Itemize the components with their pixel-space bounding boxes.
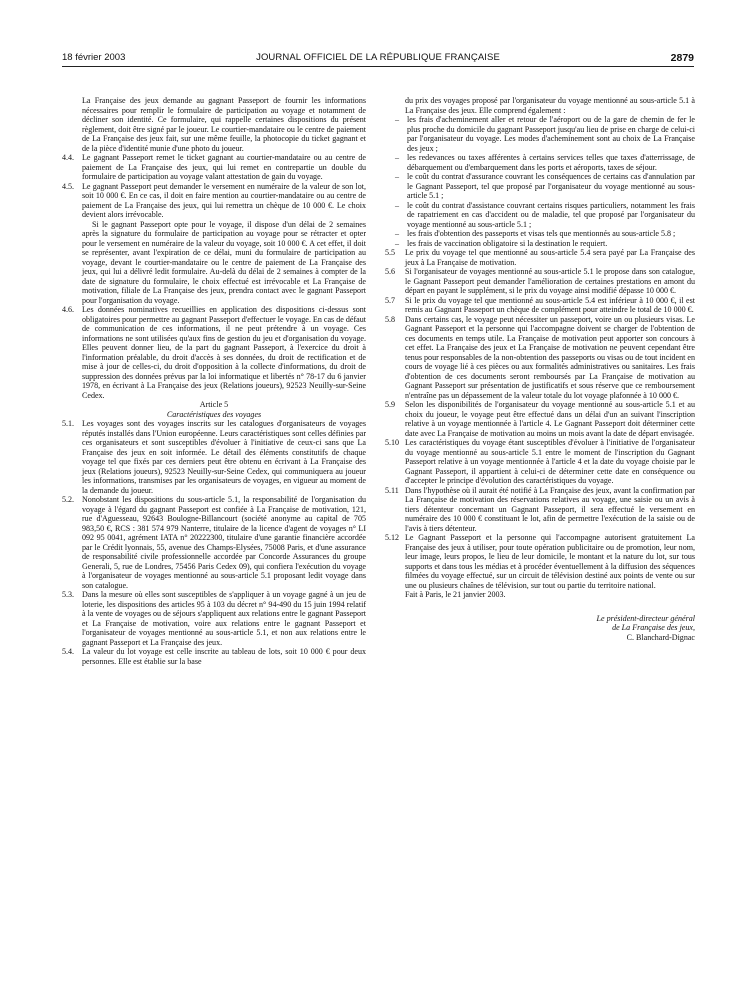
- section-number: 5.9: [385, 400, 396, 409]
- section-text: Selon les disponibilités de l'organisateur du voyage mentionné au sous-article 5.1 et au choix du joueur, le voyage peut être effectué dans un délai d'un an suivant l'inscription relative à un voyage mentionnée à l'article 4. Le Gagnant Passeport doit déterminer cette date avec La Française de motivation au moins un mois avant la date de départ envisagée.: [405, 400, 695, 438]
- page-header: [62, 52, 694, 66]
- section-text: Les caractéristiques du voyage étant susceptibles d'évoluer à l'initiative de l'organisateur du voyage mentionné au sous-article 5.1 entre le moment de l'inscription du Gagnant Passeport relative à un voyage mentionnée à l'article 4 et la date du voyage choisie par le Gagnant Passeport, il appartient à celui-ci de déterminer cette date en conséquence ou d'accepter le principe d'évolution des caractéristiques du voyage.: [405, 438, 695, 485]
- section-5-2: [62, 495, 366, 590]
- section-5-11: [385, 486, 695, 534]
- header-rule: [62, 66, 694, 67]
- section-text: Si le prix du voyage tel que mentionné au sous-article 5.4 est inférieur à 10 000 €, il est remis au Gagnant Passeport un chèque de complément pour atteindre le total de 10 000 €.: [405, 295, 695, 314]
- section-5-3: [62, 590, 366, 647]
- section-5-9: [385, 400, 695, 438]
- page-number: 2879: [670, 52, 694, 64]
- section-number: 5.8: [385, 314, 396, 324]
- section-text: Dans certains cas, le voyage peut nécessiter un passeport, voire un ou plusieurs visas. Le Gagnant Passeport et la personne qui l'accompagne doivent se charger de l'obtention de ces documents en temps utile. La Française de motivation peut apporter son concours à cet effet. La Française des jeux et La Française de motivation ne peuvent cependant être tenus pour responsables de la non-obtention des passeports ou visas ou de tout incident en cours de voyage lié à ces pièces ou aux formalités administratives ou sanitaires. Les frais d'obtention de ces documents seront remboursés par La Française de motivation au Gagnant Passeport sur présentation de justificatifs et sous réserve que ce remboursement n'entraîne pas un dépassement de la valeur totale du lot voyage plafonnée à 10 000 €.: [405, 314, 695, 400]
- section-5-8: [385, 315, 695, 401]
- section-5-6: [385, 267, 695, 296]
- article-heading: Article 5: [199, 400, 229, 409]
- section-number: 5.6: [385, 267, 396, 276]
- signatory-organization: de La Française des jeux,: [612, 623, 695, 632]
- section-text: Le Gagnant Passeport et la personne qui l'accompagne autorisent gratuitement La Française des jeux à utiliser, pour toute opération publicitaire ou de promotion, leur nom, leur image, leurs propos, le lieu de leur domicile, le montant et la nature du lot, sur tous supports et dans tous les médias et à procéder éventuellement à la diffusion des séquences filmées du voyage effectué, sur un circuit de télévision destiné aux points de vente ou sur une ou plusieurs chaînes de télévision, sur tout ou partie du territoire national.: [405, 533, 695, 590]
- article-title: Caractéristiques des voyages: [166, 409, 262, 419]
- section-text: Si l'organisateur de voyages mentionné au sous-article 5.1 le propose dans son catalogue, le Gagnant Passeport peut demander l'amélioration de certaines prestations en amont du départ en payant le supplément, si le prix du voyage ainsi modifié dépasse 10 000 €.: [405, 267, 695, 295]
- dash-marker: –: [395, 229, 400, 238]
- dash-marker: –: [395, 172, 400, 181]
- journal-title: JOURNAL OFFICIEL DE LA RÉPUBLIQUE FRANÇAISE: [256, 52, 500, 63]
- list-item-text: les frais de vaccination obligatoire si la destination le requiert.: [407, 238, 608, 248]
- list-item-text: les frais d'acheminement aller et retour de l'aéroport ou de la gare de chemin de fer le plus proche du domicile du gagnant Passeport jusqu'au lieu de prise en charge de celui-ci par l'organisateur du voyage. Les modes d'acheminement sont au choix de La Française des jeux ;: [407, 115, 695, 153]
- section-number: 4.4.: [62, 153, 75, 162]
- section-number: 5.4.: [62, 647, 75, 656]
- section-text: Les données nominatives recueillies en application des dispositions ci-dessus sont obligatoires pour permettre au gagnant Passeport d'effectuer le voyage. En cas de défaut de communication de ces informations, il ne peut prétendre à un voyage. Ces informations ne sont utilisées qu'aux fins de gestion du jeu et d'organisation du voyage. Elles peuvent donner lieu, de la part du gagnant Passeport, à l'exercice du droit à l'information préalable, du droit d'accès à ses données, du droit de rectification et de mise à jour de celles-ci, du droit d'opposition à la collecte d'informations, du droit de suppression des données prévus par la loi informatique et libertés n° 78-17 du 6 janvier 1978, en écrivant à La Française des jeux (Relations joueurs), 92523 Neuilly-sur-Seine Cedex.: [82, 305, 366, 400]
- section-text: Le prix du voyage tel que mentionné au sous-article 5.4 sera payé par La Française des jeux à La Française de motivation.: [405, 248, 695, 267]
- dash-marker: –: [395, 115, 400, 124]
- list-item: [385, 229, 695, 239]
- list-item: [385, 172, 695, 201]
- section-number: 5.12: [385, 533, 400, 542]
- list-item: [385, 153, 695, 172]
- section-text: Le gagnant Passeport peut demander le versement en numéraire de la valeur de son lot, soit 10 000 €. En ce cas, il doit en faire mention au courtier-mandataire ou au centre de paiement de La Française des jeux, qui lui remettra un chèque de 10 000 €. Le choix devient alors irrévocable.: [82, 181, 366, 219]
- section-5-1: [62, 419, 366, 495]
- section-5-5: [385, 248, 695, 267]
- section-number: 5.5: [385, 248, 396, 257]
- signatory-title: Le président-directeur général: [596, 613, 695, 623]
- section-number: 4.6.: [62, 305, 75, 314]
- section-number: 5.11: [385, 485, 399, 495]
- paragraph: La Française des jeux demande au gagnant Passeport de fournir les informations nécessaires pour remplir le formulaire de participation au voyage et notamment de décliner son identité. Ce formulaire, qui rappelle certaines dispositions du présent règlement, doit être signé par le joueur. Le courtier-mandataire ou le centre de paiement de La Française des jeux fait, sur une même feuille, la photocopie du ticket gagnant et de la pièce d'identité munie d'une photo du joueur.: [82, 96, 366, 153]
- signatory-name: C. Blanchard-Dignac: [626, 632, 695, 642]
- section-text: Dans la mesure où elles sont susceptibles de s'appliquer à un voyage gagné à un jeu de loterie, les dispositions des articles 95 à 103 du décret n° 94-490 du 15 juin 1994 relatif à la vente de voyages ou de séjours s'appliquent aux relations entre le gagnant Passeport et La Française de motivation, voire aux relations entre le gagnant Passeport et l'organisateur de voyages mentionné au sous-article 5.1, et non aux relations entre le gagnant Passeport et La Française des jeux.: [82, 590, 366, 647]
- section-4-5: [62, 182, 366, 306]
- header-date: 18 février 2003: [62, 52, 126, 63]
- left-column: [62, 96, 366, 666]
- right-column: [385, 96, 695, 642]
- section-5-4: [62, 647, 366, 666]
- section-number: 4.5.: [62, 181, 75, 191]
- place-date: Fait à Paris, le 21 janvier 2003.: [405, 590, 506, 599]
- list-item: [385, 201, 695, 230]
- list-item-text: le coût du contrat d'assistance couvrant certains risques particuliers, notamment les frais de rapatriement en cas d'accident ou de maladie, tel que proposé par l'organisateur du voyage mentionné au sous-article 5.1 ;: [407, 200, 695, 229]
- section-text: Les voyages sont des voyages inscrits sur les catalogues d'organisateurs de voyages réputés installés dans l'Union européenne. Leurs caractéristiques sont celles définies par ces organisateurs et sont susceptibles d'évoluer à l'initiative de ceux-ci sans que La Française des jeux en soit informée. Le détail des éléments constitutifs de chaque voyage tel que fixés par ces derniers peut être obtenu en écrivant à La Française des jeux (Relations joueurs), 92523 Neuilly-sur-Seine Cedex, qui communiquera au joueur les informations, transmises par les organisateurs de voyages, en vigueur au moment de la demande du joueur.: [82, 419, 366, 495]
- section-5-7: [385, 296, 695, 315]
- section-number: 5.3.: [62, 590, 75, 599]
- section-5-12: [385, 533, 695, 590]
- dash-marker: –: [395, 200, 400, 210]
- section-number: 5.10: [385, 438, 400, 447]
- section-text: La valeur du lot voyage est celle inscrite au tableau de lots, soit 10 000 € pour deux personnes. Elle est établie sur la base: [82, 647, 366, 666]
- list-item: [385, 239, 695, 249]
- dash-marker: –: [395, 153, 400, 162]
- section-4-6: [62, 305, 366, 400]
- section-text: Nonobstant les dispositions du sous-article 5.1, la responsabilité de l'organisation du voyage à l'égard du gagnant Passeport est confiée à La Française de motivation, 121, rue d'Aguesseau, 92643 Boulogne-Billancourt (société anonyme au capital de 705 983,50 €, RCS : 381 574 979 Nanterre, titulaire de la licence d'agent de voyages n° LI 092 95 0041, agrément IATA n° 20222300, titulaire d'une garantie financière accordée par le Crédit lyonnais, 55, avenue des Champs-Elysées, 75008 Paris, et d'une assurance de responsabilité civile professionnelle accordée par Concorde Assurances du groupe Generali, 5, rue de Londres, 75456 Paris Cedex 09), qui confiera l'exécution du voyage à l'organisateur de voyages mentionné au sous-article 5.1 proposant ledit voyage dans son catalogue.: [82, 495, 366, 590]
- section-4-4: [62, 153, 366, 182]
- paragraph: du prix des voyages proposé par l'organisateur du voyage mentionné au sous-article 5.1 à La Française des jeux. Elle comprend également :: [405, 96, 695, 115]
- section-5-10: [385, 438, 695, 486]
- section-text: Si le gagnant Passeport opte pour le voyage, il dispose d'un délai de 2 semaines après la signature du formulaire de participation au voyage pour se rétracter et opter pour le versement en numéraire de la valeur du voyage, soit 10 000 €. A cet effet, il doit se représenter, avant l'expiration de ce délai, muni du formulaire de participation au voyage, devant le courtier-mandataire ou le centre de paiement de La Française des jeux, qui lui a délivré ledit formulaire. Au-delà du délai de 2 semaines à compter de la date de signature du formulaire, le choix effectué est irrévocable et La Française de motivation, filiale de La Française des jeux, prendra contact avec le gagnant Passeport pour l'organisation du voyage.: [82, 219, 366, 305]
- signature-block: [385, 614, 695, 643]
- list-item-text: les redevances ou taxes afférentes à certains services telles que taxes d'atterrissage, de débarquement ou d'embarquement dans les ports et aéroports, taxes de séjour.: [407, 153, 695, 172]
- section-number: 5.7: [385, 295, 396, 305]
- dash-marker: –: [395, 238, 400, 248]
- list-item-text: le coût du contrat d'assurance couvrant les conséquences de certains cas d'annulation par le Gagnant Passeport, tel que proposé par l'organisateur du voyage mentionné au sous-article 5.1 ;: [407, 172, 695, 200]
- section-text: Le gagnant Passeport remet le ticket gagnant au courtier-mandataire ou au centre de paiement de La Française des jeux, qui lui remet en contrepartie un double du formulaire de participation au voyage valant attestation de gain du voyage.: [82, 153, 366, 181]
- section-number: 5.1.: [62, 419, 75, 428]
- section-text: Dans l'hypothèse où il aurait été notifié à La Française des jeux, avant la confirmation par La Française de motivation des réservations relatives au voyage, une saisie ou un avis à tiers détenteur concernant un Gagnant Passeport, il sera effectué le versement en numéraire des 10 000 € constituant le lot, afin de permettre l'exécution de la saisie ou de l'avis à tiers détenteur.: [405, 485, 695, 533]
- list-item: [385, 115, 695, 153]
- section-number: 5.2.: [62, 495, 75, 504]
- list-item-text: les frais d'obtention des passeports et visas tels que mentionnés au sous-article 5.8 ;: [407, 229, 676, 238]
